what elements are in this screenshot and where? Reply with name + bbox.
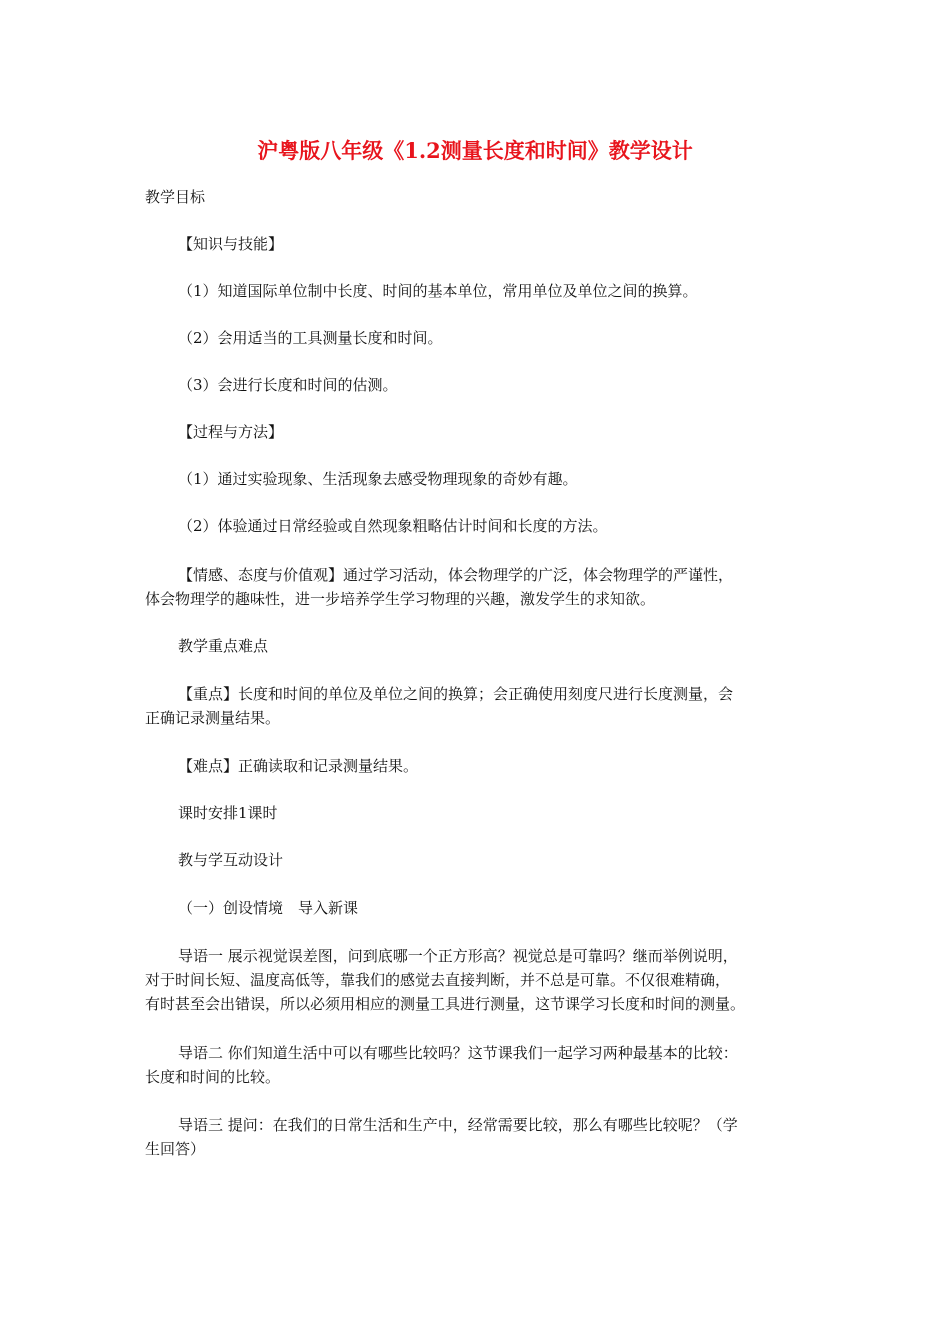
section-heading-interaction: 教与学互动设计: [178, 851, 284, 869]
paragraph-intro-1-line-1: 导语一 展示视觉误差图，问到底哪一个正方形高？视觉总是可靠吗？继而举例说明，: [178, 947, 738, 965]
paragraph-key-point-line-1: 【重点】长度和时间的单位及单位之间的换算；会正确使用刻度尺进行长度测量，会: [178, 685, 734, 703]
paragraph-goal-2: （2）会用适当的工具测量长度和时间。: [178, 329, 443, 347]
paragraph-intro-1-line-2: 对于时间长短、温度高低等，靠我们的感觉去直接判断，并不总是可靠。不仅很难精确，: [145, 971, 731, 989]
paragraph-intro-2-line-2: 长度和时间的比较。: [145, 1068, 281, 1086]
paragraph-emotion-line-1: 【情感、态度与价值观】通过学习活动，体会物理学的广泛，体会物理学的严谨性，: [178, 566, 734, 584]
section-heading-teaching-goals: 教学目标: [145, 188, 206, 206]
paragraph-process-1: （1）通过实验现象、生活现象去感受物理现象的奇妙有趣。: [178, 470, 578, 488]
paragraph-goal-3: （3）会进行长度和时间的估测。: [178, 376, 398, 394]
paragraph-difficulty: 【难点】正确读取和记录测量结果。: [178, 757, 419, 775]
paragraph-intro-3-line-2: 生回答）: [145, 1140, 206, 1158]
subheading-intro: （一）创设情境 导入新课: [178, 899, 359, 917]
paragraph-intro-1-line-3: 有时甚至会出错误，所以必须用相应的测量工具进行测量，这节课学习长度和时间的测量。: [145, 995, 746, 1013]
paragraph-process-2: （2）体验通过日常经验或自然现象粗略估计时间和长度的方法。: [178, 517, 608, 535]
paragraph-goal-1: （1）知道国际单位制中长度、时间的基本单位，常用单位及单位之间的换算。: [178, 282, 698, 300]
paragraph-intro-3-line-1: 导语三 提问：在我们的日常生活和生产中，经常需要比较，那么有哪些比较呢？（学: [178, 1116, 738, 1134]
subheading-knowledge-skills: 【知识与技能】: [178, 235, 284, 253]
paragraph-emotion-line-2: 体会物理学的趣味性，进一步培养学生学习物理的兴趣，激发学生的求知欲。: [145, 590, 656, 608]
document-title: 沪粤版八年级《1.2测量长度和时间》教学设计: [257, 138, 693, 163]
paragraph-intro-2-line-1: 导语二 你们知道生活中可以有哪些比较吗？这节课我们一起学习两种最基本的比较：: [178, 1044, 738, 1062]
paragraph-schedule: 课时安排1课时: [178, 804, 278, 822]
subheading-process-method: 【过程与方法】: [178, 423, 284, 441]
section-heading-key-points: 教学重点难点: [178, 637, 269, 655]
paragraph-key-point-line-2: 正确记录测量结果。: [145, 709, 281, 727]
